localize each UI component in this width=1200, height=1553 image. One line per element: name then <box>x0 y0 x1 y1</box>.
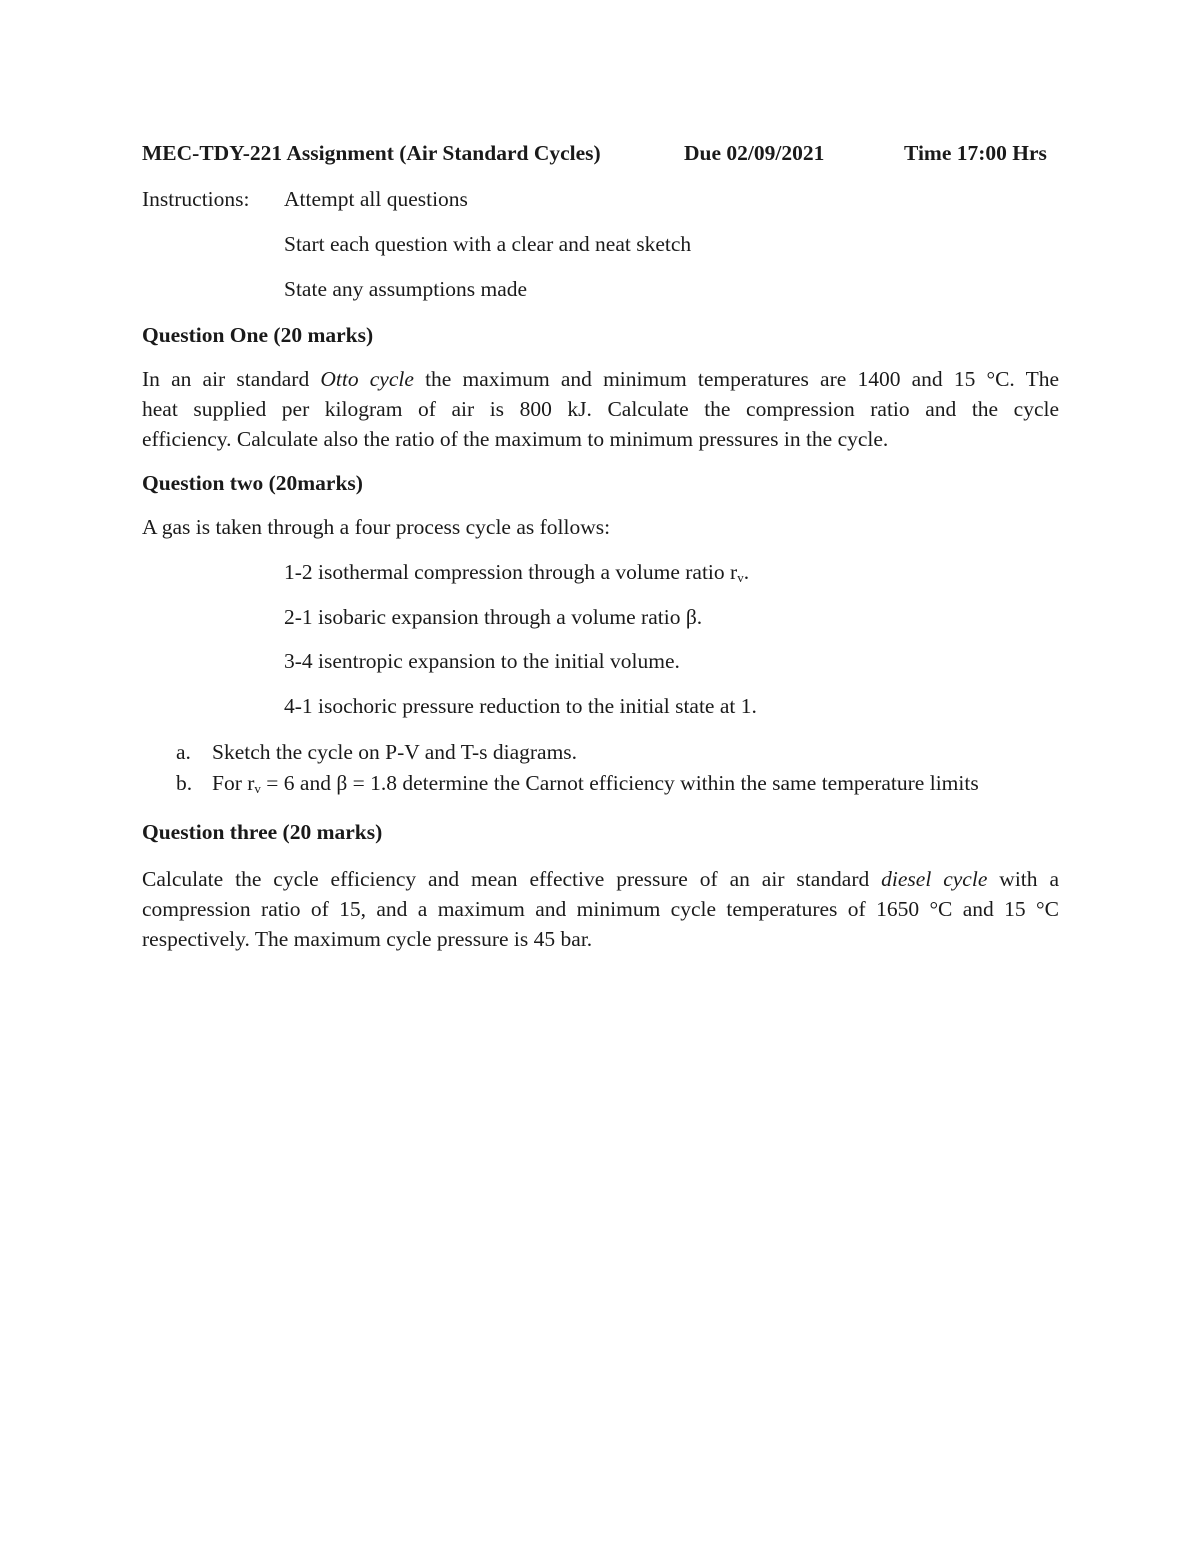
process-step: 1-2 isothermal compression through a volume ratio $r_v$. <box>284 560 750 585</box>
subpart-text: Sketch the cycle on P-V and T-s diagrams. <box>212 740 578 764</box>
question-three-line: compression ratio of 15, and a maximum and minimum cycle temperatures of 1650 °C and 15 °C <box>142 897 1059 921</box>
question-one-line: efficiency. Calculate also the ratio of the maximum to minimum pressures in the cycle. <box>142 427 889 451</box>
instruction-item: State any assumptions made <box>284 277 528 301</box>
instruction-item: Start each question with a clear and neat sketch <box>284 232 692 256</box>
due-time: Time 17:00 Hrs <box>904 141 1047 165</box>
question-three-line: Calculate the cycle efficiency and mean effective pressure of an air standard diesel cycle with a <box>142 867 1059 891</box>
process-step: 4-1 isochoric pressure reduction to the initial state at 1. <box>284 694 757 718</box>
subpart-label: b. <box>176 771 193 795</box>
question-three-line: respectively. The maximum cycle pressure is 45 bar. <box>142 927 593 951</box>
subpart-text: For $r_v = 6$ and β = 1.8 determine the Carnot efficiency within the same temperature limits <box>212 771 979 796</box>
process-step: 3-4 isentropic expansion to the initial volume. <box>284 649 680 673</box>
question-one-line: heat supplied per kilogram of air is 800 kJ. Calculate the compression ratio and the cycle <box>142 397 1059 421</box>
process-step: 2-1 isobaric expansion through a volume ratio β. <box>284 605 703 629</box>
instruction-item: Attempt all questions <box>284 187 468 211</box>
question-two-title: Question two (20marks) <box>142 471 363 495</box>
subpart-label: a. <box>176 740 191 764</box>
question-one-line: In an air standard Otto cycle the maximum and minimum temperatures are 1400 and 15 °C. The <box>142 367 1060 391</box>
course-title: MEC-TDY-221 Assignment (Air Standard Cycles) <box>142 141 601 165</box>
question-one-title: Question One (20 marks) <box>142 323 374 347</box>
due-date: Due 02/09/2021 <box>684 141 825 165</box>
question-two-intro: A gas is taken through a four process cycle as follows: <box>142 515 611 539</box>
question-three-title: Question three (20 marks) <box>142 820 383 844</box>
instructions-label: Instructions: <box>142 187 250 211</box>
